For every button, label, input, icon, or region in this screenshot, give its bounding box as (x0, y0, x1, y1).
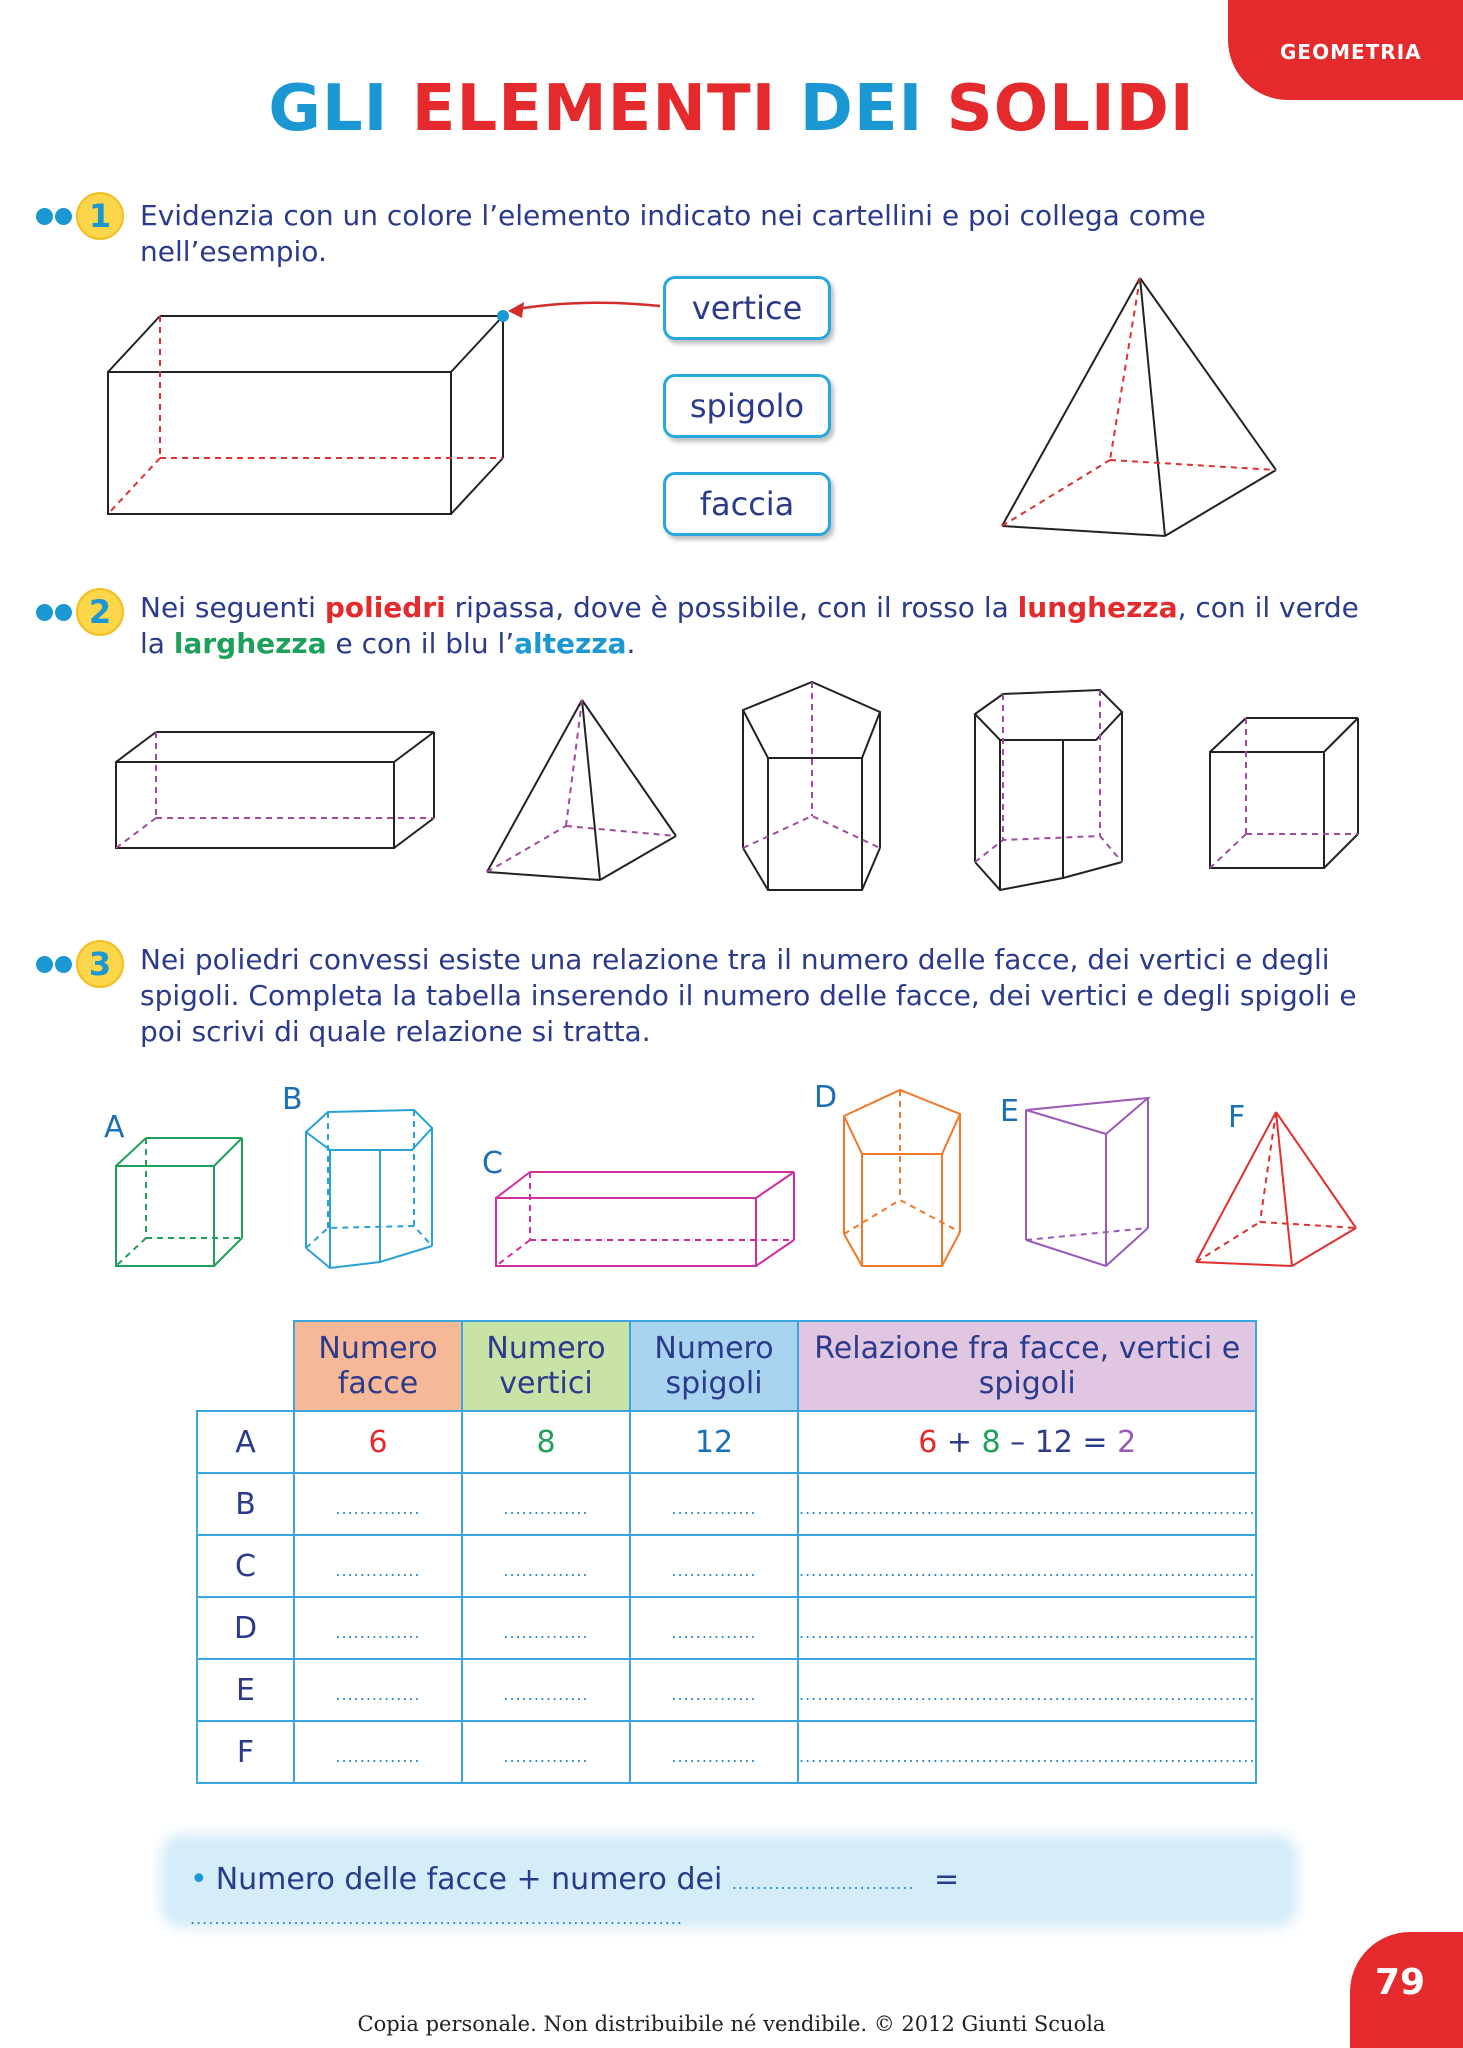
cell-relazione-blank[interactable]: ........................................................................... (798, 1659, 1256, 1721)
page-number-corner (1350, 1932, 1463, 2048)
cell-relazione-blank[interactable]: ........................................................................... (798, 1473, 1256, 1535)
copyright-footer: Copia personale. Non distribuibile né vendibile. © 2012 Giunti Scuola (357, 2012, 1106, 2036)
solid-label-c: C (482, 1146, 503, 1181)
ex2-word-lunghezza: lunghezza (1017, 591, 1178, 624)
cell-spigoli-blank[interactable]: .............. (630, 1721, 798, 1783)
solid-b-hexagonal-prism (306, 1110, 432, 1268)
relations-table (196, 1320, 1257, 1784)
title-word-elementi: ELEMENTI (411, 72, 777, 146)
cell-facce-blank[interactable]: .............. (294, 1473, 462, 1535)
table-row (197, 1535, 1256, 1597)
cell-vertici: 8 (462, 1411, 630, 1473)
ex2-text-1: Nei seguenti (140, 591, 325, 624)
ex2-word-larghezza: larghezza (173, 627, 327, 660)
cell-vertici-blank[interactable]: .............. (462, 1473, 630, 1535)
header-numero-facce: Numero facce (294, 1321, 462, 1411)
row-label: C (197, 1535, 294, 1597)
solid-d-pentagonal-prism (844, 1090, 960, 1266)
card-spigolo: spigolo (663, 374, 831, 438)
table-corner (197, 1321, 294, 1411)
cell-facce-blank[interactable]: .............. (294, 1721, 462, 1783)
solid-label-f: F (1228, 1100, 1246, 1135)
solid-label-b: B (282, 1082, 303, 1117)
cell-relazione-blank[interactable]: ........................................................................... (798, 1721, 1256, 1783)
ex2-text-2: ripassa, dove è possibile, con il rosso la (445, 591, 1018, 624)
row-label: D (197, 1597, 294, 1659)
card-faccia: faccia (663, 472, 831, 536)
cell-relazione (798, 1411, 1256, 1473)
table-header-row (197, 1321, 1256, 1411)
table-row (197, 1597, 1256, 1659)
title-word-dei: DEI (799, 72, 924, 146)
cell-spigoli: 12 (630, 1411, 798, 1473)
ex2-word-poliedri: poliedri (324, 591, 446, 624)
solid-a-cube (116, 1138, 242, 1266)
exercise-number-badge: 3 (76, 940, 124, 988)
exercise-3-instructions: Nei poliedri convessi esiste una relazione tra il numero delle facce, dei vertici e degli spigoli. Completa la tabella inserendo il numero delle facce, dei vertici e degli spigoli e poi scrivi di quale relazione si tratta. (140, 943, 1357, 1048)
cell-vertici-blank[interactable]: .............. (462, 1659, 630, 1721)
card-vertice: vertice (663, 276, 831, 340)
exercise-1-instructions: Evidenzia con un colore l’elemento indicato nei cartellini e poi collega come nell’esempio. (140, 199, 1206, 268)
row-label: B (197, 1473, 294, 1535)
cell-facce-blank[interactable]: .............. (294, 1535, 462, 1597)
row-label: F (197, 1721, 294, 1783)
exercise-number-badge: 1 (76, 192, 124, 240)
header-numero-spigoli: Numero spigoli (630, 1321, 798, 1411)
cell-spigoli-blank[interactable]: .............. (630, 1659, 798, 1721)
cell-vertici-blank[interactable]: .............. (462, 1597, 630, 1659)
ex2-text-4: e con il blu l’ (326, 627, 515, 660)
cell-spigoli-blank[interactable]: .............. (630, 1597, 798, 1659)
row-label: E (197, 1659, 294, 1721)
solid-label-e: E (1000, 1094, 1019, 1129)
conclusion-blank-2[interactable]: ................................................................................. (190, 1909, 683, 1928)
cell-relazione-blank[interactable]: ........................................................................... (798, 1597, 1256, 1659)
solid-f-pyramid (1196, 1112, 1356, 1266)
page-number: 79 (1375, 1962, 1426, 2003)
rel-result: 2 (1117, 1424, 1137, 1460)
cell-facce-blank[interactable]: .............. (294, 1597, 462, 1659)
cell-vertici-blank[interactable]: .............. (462, 1721, 630, 1783)
rel-vertici: 8 (981, 1424, 1001, 1460)
title-word-gli: GLI (268, 72, 389, 146)
bullet-icon: • (190, 1862, 208, 1897)
table-row (197, 1473, 1256, 1535)
conclusion-text (190, 1862, 1290, 1932)
ex2-word-altezza: altezza (514, 627, 627, 660)
ex2-text-3: , con il verde la (140, 591, 1359, 660)
cell-spigoli-blank[interactable]: .............. (630, 1535, 798, 1597)
exercise-number-badge: 2 (76, 588, 124, 636)
table-row (197, 1411, 1256, 1473)
conclusion-label: Numero delle facce + numero dei (215, 1862, 723, 1897)
solid-label-a: A (104, 1110, 125, 1145)
conclusion-equals: = (933, 1862, 960, 1897)
cell-spigoli-blank[interactable]: .............. (630, 1473, 798, 1535)
solid-label-d: D (814, 1080, 838, 1115)
cell-facce: 6 (294, 1411, 462, 1473)
table-row (197, 1721, 1256, 1783)
conclusion-blank-1[interactable]: .............................. (731, 1874, 915, 1893)
section-tab-label: GEOMETRIA (1280, 40, 1422, 64)
header-numero-vertici: Numero vertici (462, 1321, 630, 1411)
title-word-solidi: SOLIDI (946, 72, 1195, 146)
ex2-text-5: . (626, 627, 636, 660)
table-row (197, 1659, 1256, 1721)
rel-facce: 6 (918, 1424, 938, 1460)
conclusion-banner (168, 1842, 1290, 1928)
header-relazione: Relazione fra facce, vertici e spigoli (798, 1321, 1256, 1411)
cell-vertici-blank[interactable]: .............. (462, 1535, 630, 1597)
cell-relazione-blank[interactable]: ........................................................................... (798, 1535, 1256, 1597)
rel-plus: + (937, 1424, 982, 1460)
row-label: A (197, 1411, 294, 1473)
rel-minus: – 12 = (1000, 1424, 1118, 1460)
cell-facce-blank[interactable]: .............. (294, 1659, 462, 1721)
solid-e-triangular-prism (1026, 1098, 1148, 1266)
solid-c-box (496, 1172, 794, 1266)
